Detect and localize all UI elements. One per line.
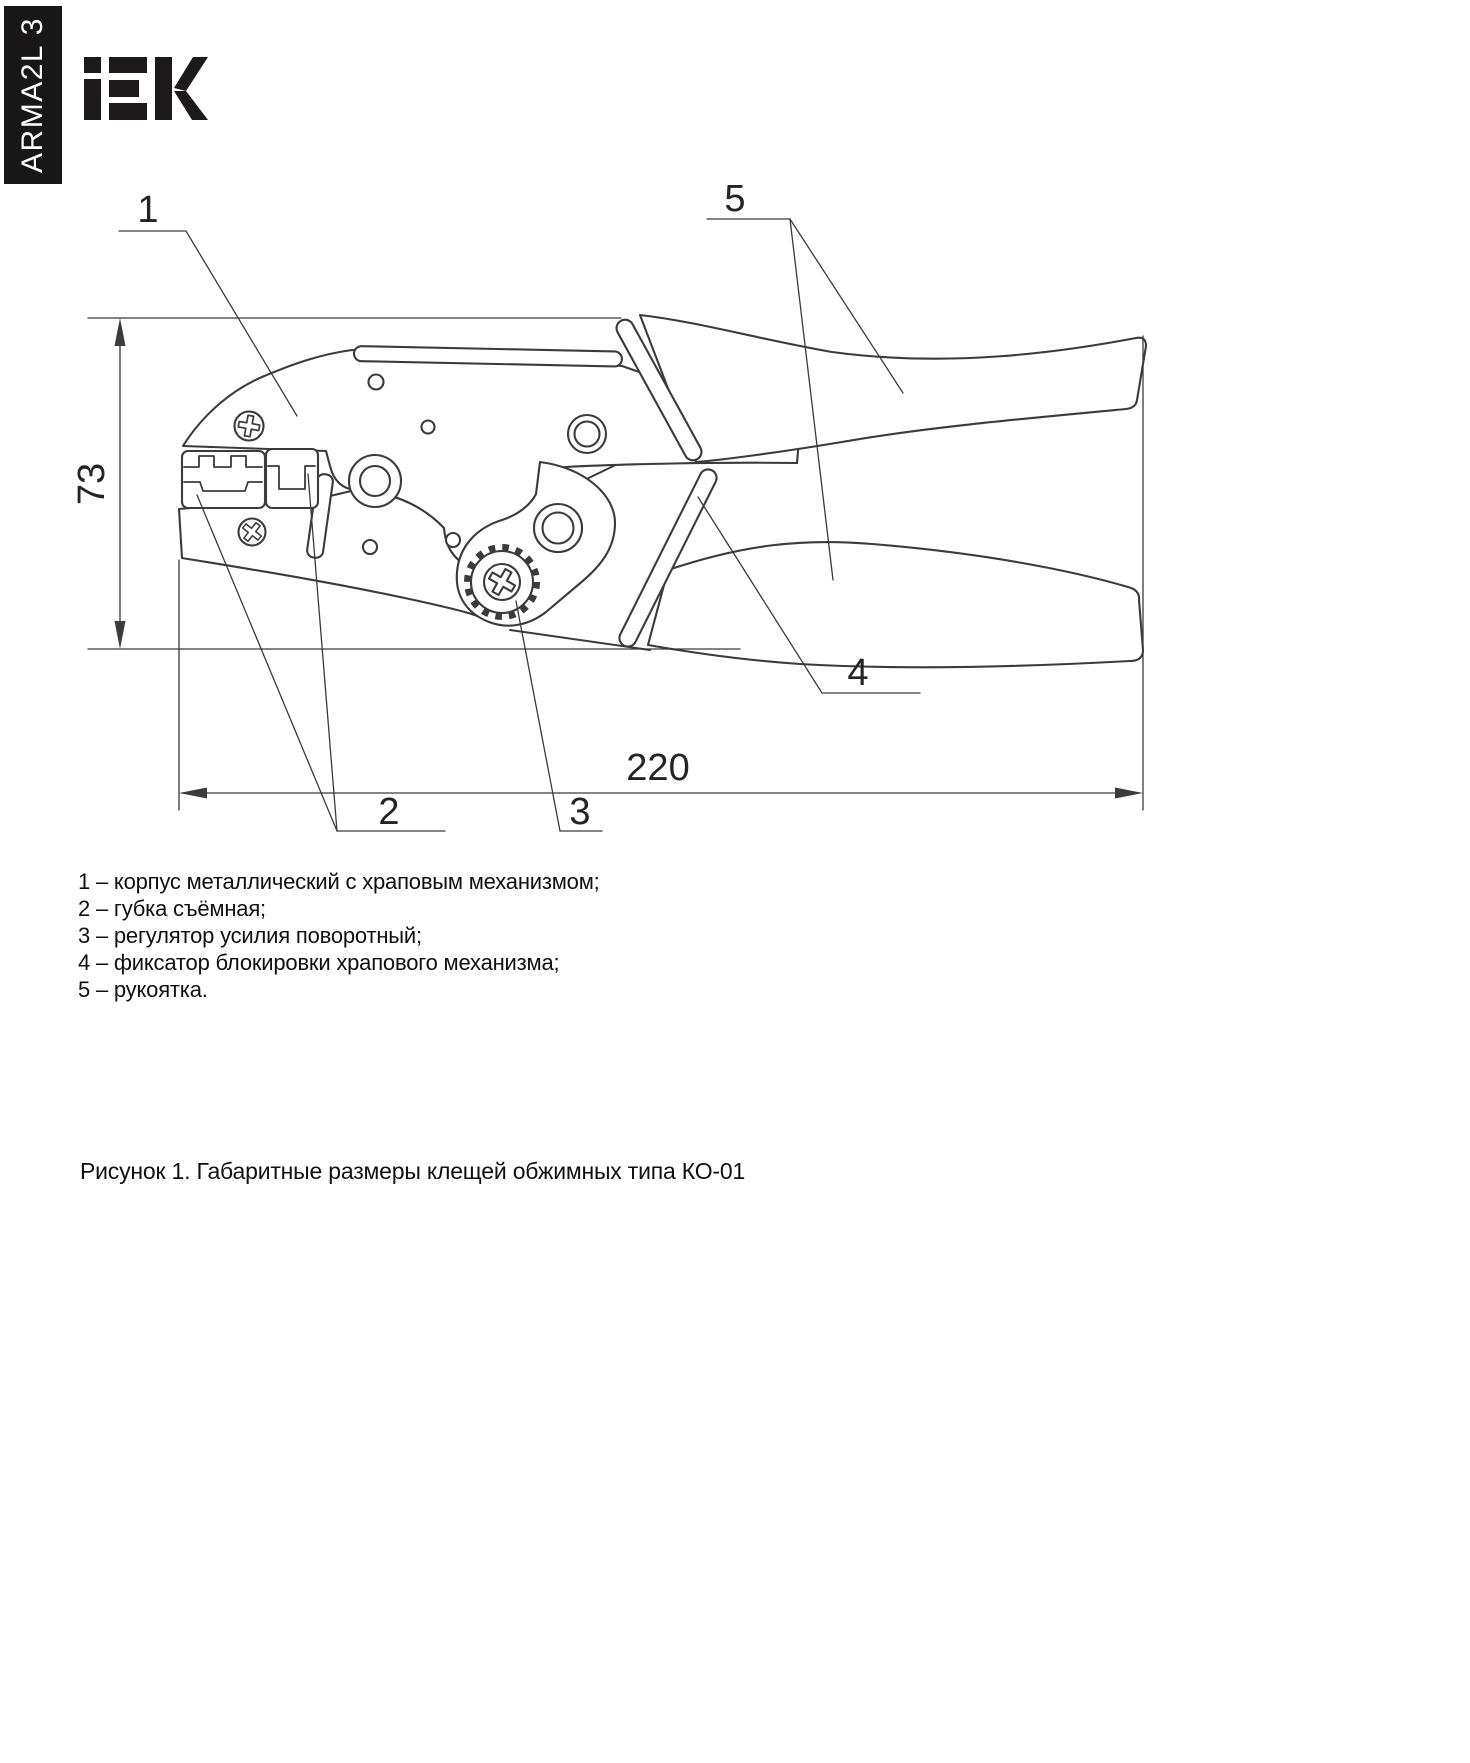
figure-legend (78, 868, 978, 1003)
upper-handle (640, 315, 1146, 462)
callout-1-label: 1 (137, 189, 159, 231)
legend-item-3: 3 – регулятор усилия поворотный; (78, 923, 422, 948)
figure-area (0, 0, 1470, 860)
callout-5-label: 5 (724, 178, 746, 220)
callout-2-label: 2 (378, 791, 400, 833)
crimping-tool-outline (179, 315, 1146, 667)
legend-item-2: 2 – губка съёмная; (78, 896, 266, 921)
callout-4-label: 4 (847, 652, 869, 694)
removable-jaw-dies (182, 449, 318, 508)
legend-item-1: 1 – корпус металлический с храповым механизмом; (78, 869, 600, 894)
height-dimension-value: 73 (71, 462, 113, 506)
legend-item-5: 5 – рукоятка. (78, 977, 208, 1002)
figure-caption: Рисунок 1. Габаритные размеры клещей обжимных типа КО-01 (80, 1158, 746, 1184)
series-side-tab-label: ARMA2L 3 (16, 17, 50, 173)
legend-item-4: 4 – фиксатор блокировки храпового механизма; (78, 950, 560, 975)
ratchet-gear (464, 544, 540, 620)
technical-drawing (0, 0, 1470, 860)
length-dimension-value: 220 (626, 747, 690, 789)
callout-3-label: 3 (569, 791, 591, 833)
